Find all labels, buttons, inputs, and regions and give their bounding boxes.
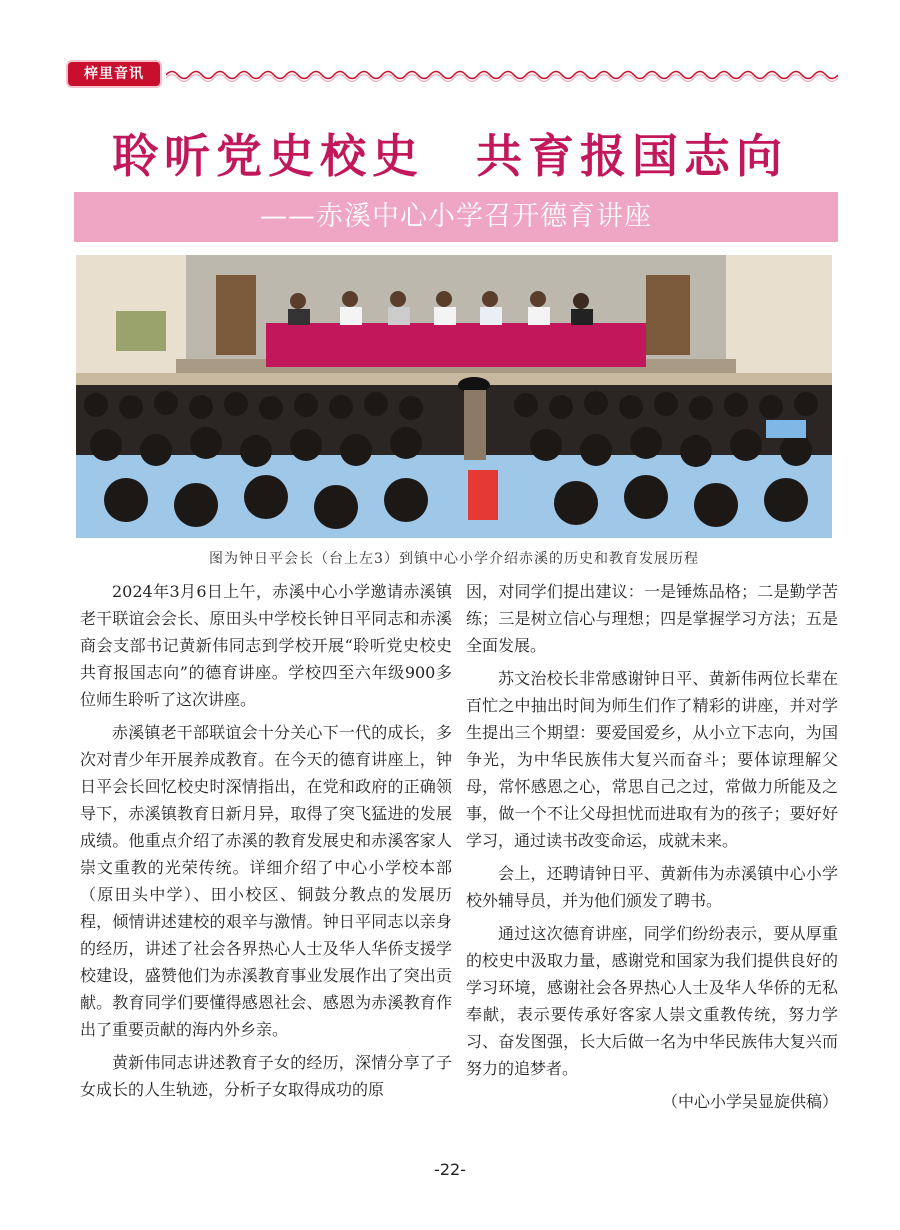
page-number: -22- [434,1160,466,1179]
paragraph-continued: 因，对同学们提出建议：一是锤炼品格；二是勤学苦练；三是树立信心与理想；四是掌握学习方法；五是全面发展。 [466,582,838,655]
section-header [68,62,838,88]
paragraph: 苏文治校长非常感谢钟日平、黄新伟两位长辈在百忙之中抽出时间为师生们作了精彩的讲座，并对学生提出三个期望：要爱国爱乡，从小立下志向，为国争光，为中华民族伟大复兴而奋斗；要体谅理解父母，常怀感恩之心，常思自己之过，常做力所能及之事，做一个不让父母担忧而进取有为的孩子；要好好学习，通过读书改变命运，成就未来。 [466,669,838,850]
lecture-photo-illustration [76,255,832,538]
paragraph: 黄新伟同志讲述教育子女的经历，深情分享了子女成长的人生轨迹，分析子女取得成功的原 [80,1053,452,1099]
lecture-photo [76,255,832,538]
section-tag: 梓里音讯 [68,62,160,86]
article-title: 聆听党史校史 共育报国志向 [112,129,788,183]
wave-divider-icon [166,68,838,82]
article-column-left [80,578,452,1109]
paragraph: 会上，还聘请钟日平、黄新伟为赤溪镇中心小学校外辅导员，并为他们颁发了聘书。 [466,864,838,910]
paragraph: 通过这次德育讲座，同学们纷纷表示，要从厚重的校史中汲取力量，感谢党和国家为我们提供良好的学习环境，感谢社会各界热心人士及华人华侨的无私奉献，表示要传承好客家人崇文重教传统，努力学习、奋发图强，长大后做一名为中华民族伟大复兴而努力的追梦者。 [466,924,838,1078]
article-column-right [466,578,838,1121]
article-credit: （中心小学吴显旋供稿） [661,1092,838,1111]
subtitle-band [74,192,838,242]
photo-caption: 图为钟日平会长（台上左3）到镇中心小学介绍赤溪的历史和教育发展历程 [209,551,699,567]
paragraph: 赤溪镇老干部联谊会十分关心下一代的成长，多次对青少年开展养成教育。在今天的德育讲座上，钟日平会长回忆校史时深情指出，在党和政府的正确领导下，赤溪镇教育日新月异，取得了突飞猛进的发展成绩。他重点介绍了赤溪的教育发展史和赤溪客家人崇文重教的光荣传统。详细介绍了中心小学校本部（原田头中学）、田小校区、铜鼓分教点的发展历程，倾情讲述建校的艰辛与激情。钟日平同志以亲身的经历，讲述了社会各界热心人士及华人华侨支援学校建设，盛赞他们为赤溪教育事业发展作出了突出贡献。教育同学们要懂得感恩社会、感恩为赤溪教育作出了重要贡献的海内外乡亲。 [80,723,452,1039]
article-subtitle: ——赤溪中心小学召开德育讲座 [260,201,652,232]
paragraph: 2024年3月6日上午，赤溪中心小学邀请赤溪镇老干联谊会会长、原田头中学校长钟日平同志和赤溪商会支部书记黄新伟同志到学校开展“聆听党史校史 共育报国志向”的德育讲座。学校四至六年级900多位师生聆听了这次讲座。 [80,582,452,709]
